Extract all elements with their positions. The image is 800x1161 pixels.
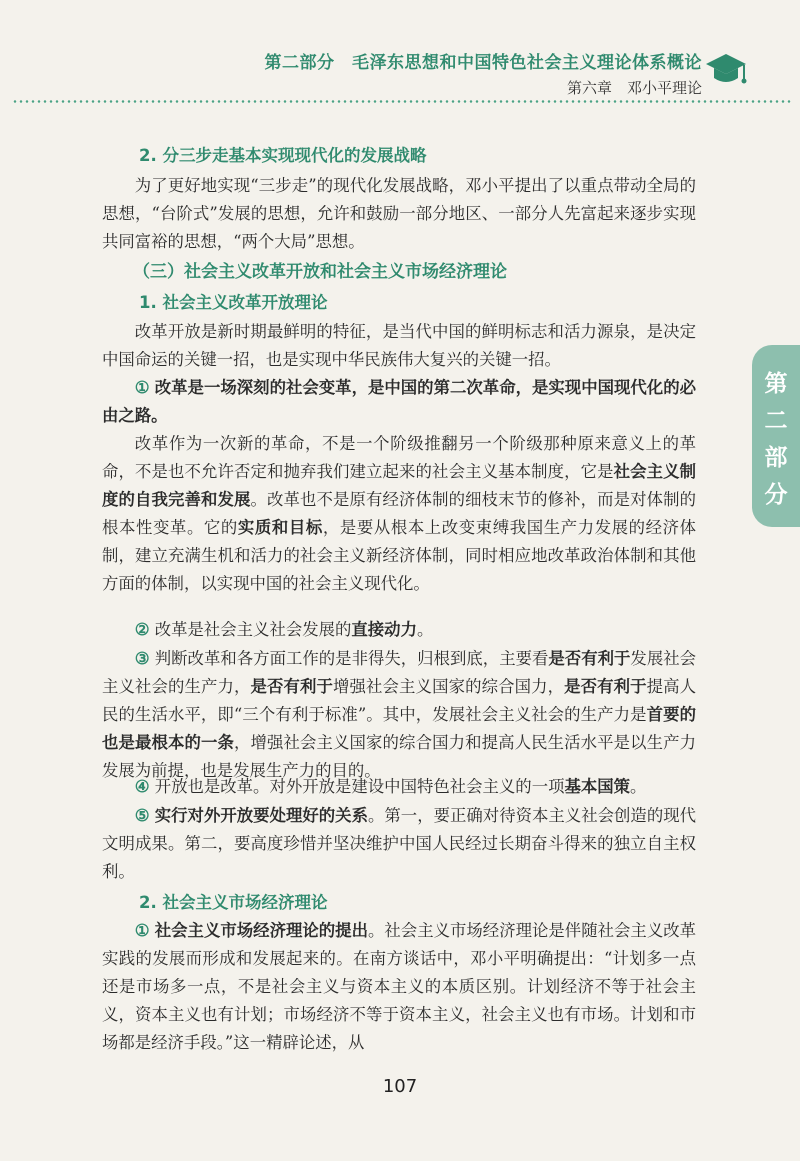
list-item-4 [102, 773, 696, 801]
text-span: 增强社会主义国家的综合国力， [333, 677, 565, 696]
page-header [0, 0, 800, 102]
side-tab-char: 分 [764, 481, 788, 508]
running-title: 第二部分 毛泽东思想和中国特色社会主义理论体系概论 [264, 53, 702, 73]
subheading-reform-opening: 1. 社会主义改革开放理论 [139, 293, 328, 312]
paragraph-reform-intro: 改革开放是新时期最鲜明的特征，是当代中国的鲜明标志和活力源泉，是决定中国命运的关键一招，也是实现中华民族伟大复兴的关键一招。 [102, 322, 696, 369]
item-number: ② [134, 620, 150, 639]
section-heading-reform-market: （三）社会主义改革开放和社会主义市场经济理论 [133, 262, 507, 282]
text-span: 。第一，要正确对待资本主义社会创造的现代文明成果。第二，要高度珍惜并坚决维护中国人民经过长期奋斗得来的独立自主权利。 [102, 806, 697, 881]
text-span: 开放也是改革。对外开放是建设中国特色社会主义的一项 [154, 777, 565, 796]
bold-span: 社会主义市场经济理论的提出 [154, 921, 368, 940]
item-number: ③ [134, 649, 150, 668]
header-divider [12, 100, 792, 103]
side-tab-char: 第 [764, 370, 788, 397]
side-tab-char: 部 [764, 444, 788, 471]
text-span: 。社会主义市场经济理论是伴随社会主义改革实践的发展而形成和发展起来的。在南方谈话中，邓小平明确提出：“计划多一点还是市场多一点，不是社会主义与资本主义的本质区别。计划经济不等于社会主义，资本主义也有计划；市场经济不等于资本主义，社会主义也有市场。计划和市场都是经济手段。”这一精辟论述，从 [102, 921, 697, 1052]
text-span: 提高人民的生活水平，即“三个有利于标准”。其中，发展社会主义社会的生产力是 [102, 677, 697, 724]
bold-span: 社会主义制度的自我完善和发展 [102, 462, 697, 509]
chapter-title: 第六章 邓小平理论 [566, 79, 702, 97]
paragraph-reform-nature [102, 430, 696, 598]
list-item-1 [102, 374, 696, 430]
bold-span: 实行对外开放要处理好的关系 [154, 806, 368, 825]
section-side-tab [752, 345, 800, 527]
bold-span: 是否有利于 [548, 649, 631, 668]
item-number: ④ [134, 777, 150, 796]
list-item-5 [102, 802, 696, 886]
text-span: 改革是社会主义社会发展的 [154, 620, 352, 639]
page-number: 107 [382, 1076, 418, 1097]
list-item-6 [102, 917, 696, 1057]
text-span: 。改革也不是原有经济体制的细枝末节的修补，而是对体制的根本性变革。它的 [102, 490, 697, 537]
bold-span: 是否有利于 [564, 677, 647, 696]
bold-span: 实质和目标 [237, 518, 323, 537]
side-tab-char: 二 [764, 407, 788, 434]
text-span: 。 [630, 777, 647, 796]
subheading-market-economy: 2. 社会主义市场经济理论 [139, 893, 328, 912]
text-span: 发展社会主义社会的生产力， [102, 649, 697, 696]
item-number: ① [134, 378, 150, 397]
text-span: ，增强社会主义国家的综合国力和提高人民生活水平是以生产力发展为前提，也是发展生产力的目的。 [102, 733, 697, 780]
graduation-cap-icon [704, 50, 748, 88]
list-item-2 [102, 616, 696, 644]
list-item-3 [102, 645, 696, 785]
item-number: ⑤ [134, 806, 150, 825]
text-span: ，是要从根本上改变束缚我国生产力发展的经济体制，建立充满生机和活力的社会主义新经济体制，同时相应地改革政治体制和其他方面的体制，以实现中国的社会主义现代化。 [102, 518, 697, 593]
text-span: 。 [416, 620, 434, 639]
item-number: ① [134, 921, 150, 940]
bold-span: 首要的也是最根本的一条 [102, 705, 696, 752]
bold-span: 基本国策 [564, 777, 631, 796]
heading-three-step-strategy: 2. 分三步走基本实现现代化的发展战略 [139, 146, 427, 165]
paragraph-three-step: 为了更好地实现“三步走”的现代化发展战略，邓小平提出了以重点带动全局的思想，“台阶式”发展的思想，允许和鼓励一部分地区、一部分人先富起来逐步实现共同富裕的思想，“两个大局”思想。 [102, 176, 696, 251]
bold-span: 直接动力 [351, 620, 417, 639]
item-text: 改革是一场深刻的社会变革，是中国的第二次革命，是实现中国现代化的必由之路。 [102, 378, 697, 425]
text-span: 改革作为一次新的革命，不是一个阶级推翻另一个阶级那种原来意义上的革命，不是也不允许否定和抛弃我们建立起来的社会主义基本制度，它是 [102, 434, 696, 481]
bold-span: 是否有利于 [250, 677, 334, 696]
text-span: 判断改革和各方面工作的是非得失，归根到底，主要看 [154, 649, 549, 668]
